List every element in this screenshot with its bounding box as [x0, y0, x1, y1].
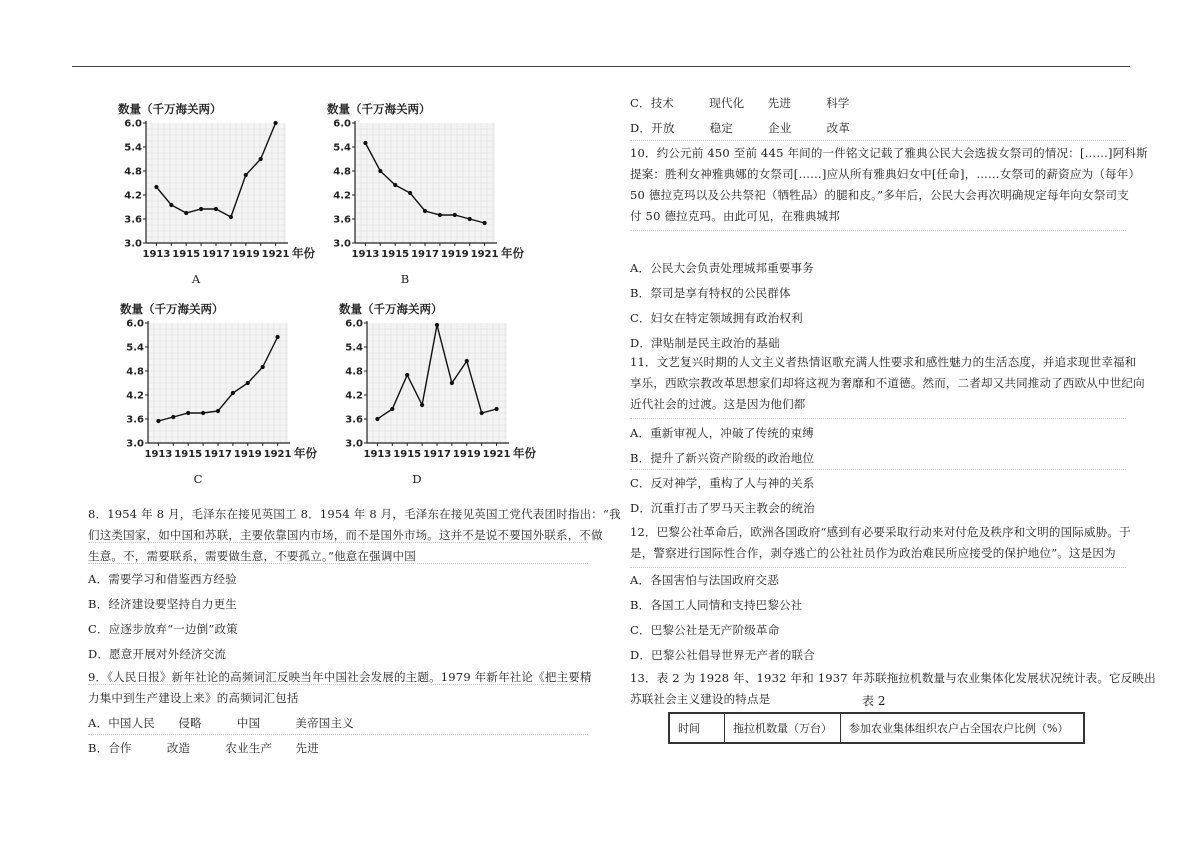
table-header-row — [669, 713, 1084, 743]
data-point — [214, 207, 218, 211]
x-tick-label: 1919 — [233, 449, 262, 460]
y-tick-label: 4.8 — [333, 166, 351, 178]
q10-option-c: C．妇女在特定领域拥有政治权利 — [630, 311, 803, 325]
q10-stem-line-2: 提案：胜利女神雅典娜的女祭司[……]应从所有雅典妇女中[任命]，……女祭司的薪资应为（每年） — [630, 167, 1141, 181]
data-point — [186, 411, 190, 415]
x-tick-label: 1915 — [381, 249, 410, 260]
data-point — [420, 403, 424, 407]
y-tick-label: 4.8 — [126, 366, 144, 378]
table-header-cell: 时间 — [669, 713, 725, 743]
q11-stem-line-3: 近代社会的过渡。这是因为他们都 — [630, 397, 806, 411]
q11-option-c: C．反对神学，重构了人与神的关系 — [630, 476, 815, 490]
chart-caption: D — [412, 472, 422, 486]
data-point — [273, 121, 277, 125]
data-point — [246, 381, 250, 385]
y-tick-label: 4.8 — [345, 366, 363, 378]
x-tick-label: 1921 — [263, 449, 292, 460]
chart-title: 数量（千万海关两） — [327, 102, 431, 116]
y-tick-label: 3.0 — [333, 238, 351, 250]
dotted-rule — [88, 563, 588, 564]
data-point — [438, 213, 442, 217]
y-tick-label: 4.2 — [126, 390, 144, 402]
chart-caption: A — [191, 272, 201, 286]
dotted-rule — [630, 418, 1126, 419]
q11-option-b: B．提升了新兴资产阶级的政治地位 — [630, 451, 815, 465]
q12-option-a: A．各国害怕与法国政府交恶 — [630, 573, 779, 587]
q13-stem-line-1: 13．表 2 为 1928 年、1932 年和 1937 年苏联拖拉机数量与农业集体化发展状况统计表。它反映出 — [630, 671, 1156, 685]
chart-c — [120, 302, 317, 486]
data-point — [231, 391, 235, 395]
q9-option-a: A．中国人民 侵略 中国 美帝国主义 — [88, 716, 354, 730]
x-tick-label: 1913 — [144, 449, 173, 460]
y-tick-label: 3.6 — [345, 414, 363, 426]
y-tick-label: 3.6 — [126, 414, 144, 426]
chart-a — [118, 102, 315, 286]
x-tick-label: 1919 — [440, 249, 469, 260]
data-point — [408, 191, 412, 195]
chart-title: 数量（千万海关两） — [118, 102, 222, 116]
x-unit-label: 年份 — [294, 446, 317, 460]
y-tick-label: 5.4 — [124, 142, 142, 154]
chart-d — [339, 302, 536, 486]
q11-stem-line-1: 11．文艺复兴时期的人文主义者热情讴歌充满人性要求和感性魅力的生活态度，并追求现世幸福和 — [630, 355, 1137, 369]
q11-stem-line-2: 享乐，西欧宗教改革思想家们却将这视为奢靡和不道德。然而，二者却又共同推动了西欧从中世纪向 — [630, 376, 1145, 390]
x-tick-label: 1915 — [393, 449, 422, 460]
table-header-cell: 参加农业集体组织农户占全国农户比例（%） — [841, 713, 1085, 743]
data-point — [275, 335, 279, 339]
data-point — [259, 157, 263, 161]
y-tick-label: 3.0 — [345, 438, 363, 450]
data-point — [450, 381, 454, 385]
q8-stem-line-3: 生意。不，需要联系，需要做生意，不要孤立。”他意在强调中国 — [88, 549, 416, 563]
q13-stem-line-2: 苏联社会主义建设的特点是 — [630, 692, 771, 706]
table-caption: 表 2 — [862, 694, 886, 708]
data-point — [435, 323, 439, 327]
q10-stem-line-3: 50 德拉克玛以及公共祭祀（牺牲品）的腿和皮。”多年后，公民大会再次明确规定每年向女祭司支 — [630, 188, 1129, 202]
q8-option-d: D．愿意开展对外经济交流 — [88, 647, 227, 661]
data-point — [216, 409, 220, 413]
data-point — [423, 209, 427, 213]
x-tick-label: 1913 — [363, 449, 392, 460]
q10-option-d: D．津贴制是民主政治的基础 — [630, 336, 780, 350]
x-tick-label: 1921 — [482, 449, 511, 460]
q8-stem-line-2: 们这类国家，如中国和苏联，主要依靠国内市场，而不是国外市场。这并不是说不要国外联系，不做 — [88, 528, 603, 542]
dotted-rule — [88, 542, 588, 543]
data-point — [169, 203, 173, 207]
data-point — [393, 183, 397, 187]
x-unit-label: 年份 — [501, 246, 524, 260]
x-tick-label: 1921 — [470, 249, 499, 260]
y-tick-label: 6.0 — [345, 318, 363, 330]
q9-stem-line-1: 9．《人民日报》新年社论的高频词汇反映当年中国社会发展的主题。1979 年新年社论《把主要精 — [88, 670, 592, 684]
q11-option-a: A．重新审视人，冲破了传统的束缚 — [630, 426, 815, 440]
y-tick-label: 4.8 — [124, 166, 142, 178]
x-tick-label: 1917 — [423, 449, 451, 460]
y-tick-label: 3.6 — [333, 214, 351, 226]
data-point — [156, 419, 160, 423]
q8-option-b: B．经济建设要坚持自力更生 — [88, 597, 238, 611]
q9-option-c: C．技术 现代化 先进 科学 — [630, 96, 850, 110]
q9-option-d: D．开放 稳定 企业 改革 — [630, 121, 851, 135]
data-point — [363, 141, 367, 145]
data-point — [468, 217, 472, 221]
x-tick-label: 1919 — [452, 449, 481, 460]
data-point — [244, 173, 248, 177]
data-point — [201, 411, 205, 415]
data-point — [375, 417, 379, 421]
y-tick-label: 6.0 — [333, 118, 351, 130]
x-tick-label: 1919 — [231, 249, 260, 260]
data-point — [480, 411, 484, 415]
chart-group — [0, 0, 600, 500]
data-point — [453, 213, 457, 217]
data-point — [261, 365, 265, 369]
y-tick-label: 4.2 — [333, 190, 351, 202]
y-tick-label: 4.2 — [124, 190, 142, 202]
data-point — [199, 207, 203, 211]
dotted-rule — [88, 684, 588, 685]
dotted-rule — [630, 469, 1126, 470]
data-point — [405, 373, 409, 377]
x-unit-label: 年份 — [513, 446, 536, 460]
q8-stem-line-1: 8．1954 年 8 月，毛泽东在接见英国工 8．1954 年 8 月，毛泽东在接见英国工党代表团时指出：“我 — [88, 507, 621, 521]
chart-b — [327, 102, 524, 286]
x-tick-label: 1915 — [174, 449, 203, 460]
y-tick-label: 6.0 — [124, 118, 142, 130]
q10-stem-line-1: 10．约公元前 450 至前 445 年间的一件铭文记载了雅典公民大会选拔女祭司的情况：[……]阿科斯 — [630, 146, 1148, 160]
q12-option-d: D．巴黎公社倡导世界无产者的联合 — [630, 648, 815, 662]
data-point — [154, 185, 158, 189]
data-point — [465, 359, 469, 363]
x-tick-label: 1921 — [261, 249, 290, 260]
x-tick-label: 1917 — [204, 449, 232, 460]
data-point — [378, 169, 382, 173]
dotted-rule — [630, 230, 1126, 231]
q9-option-b: B．合作 改造 农业生产 先进 — [88, 741, 319, 755]
q8-option-c: C．应逐步放弃“一边倒”政策 — [88, 622, 238, 636]
q11-option-d: D．沉重打击了罗马天主教会的统治 — [630, 501, 815, 515]
dotted-rule — [88, 734, 588, 735]
chart-caption: B — [400, 272, 410, 286]
data-point — [482, 221, 486, 225]
q12-option-b: B．各国工人同情和支持巴黎公社 — [630, 598, 803, 612]
q10-option-a: A．公民大会负责处理城邦重要事务 — [630, 261, 815, 275]
data-point — [171, 415, 175, 419]
chart-title: 数量（千万海关两） — [120, 302, 224, 316]
chart-caption: C — [193, 472, 203, 486]
table-2 — [668, 712, 1085, 744]
x-tick-label: 1917 — [202, 249, 230, 260]
table-header-cell: 拖拉机数量（万台） — [725, 713, 841, 743]
q9-stem-line-2: 力集中到生产建设上来》的高频词汇包括 — [88, 691, 299, 705]
y-tick-label: 3.6 — [124, 214, 142, 226]
y-tick-label: 3.0 — [126, 438, 144, 450]
dotted-rule — [630, 567, 1126, 568]
y-tick-label: 5.4 — [345, 342, 363, 354]
x-unit-label: 年份 — [292, 246, 315, 260]
data-point — [390, 407, 394, 411]
q10-stem-line-4: 付 50 德拉克玛。由此可见，在雅典城邦 — [630, 209, 840, 223]
data-point — [184, 211, 188, 215]
y-tick-label: 5.4 — [126, 342, 144, 354]
x-tick-label: 1917 — [411, 249, 439, 260]
q10-option-b: B．祭司是享有特权的公民群体 — [630, 286, 791, 300]
x-tick-label: 1915 — [172, 249, 201, 260]
q12-option-c: C．巴黎公社是无产阶级革命 — [630, 623, 780, 637]
y-tick-label: 5.4 — [333, 142, 351, 154]
q8-option-a: A．需要学习和借鉴西方经验 — [88, 572, 237, 586]
data-point — [494, 407, 498, 411]
y-tick-label: 4.2 — [345, 390, 363, 402]
chart-title: 数量（千万海关两） — [339, 302, 443, 316]
y-tick-label: 3.0 — [124, 238, 142, 250]
x-tick-label: 1913 — [142, 249, 171, 260]
q12-stem-line-1: 12．巴黎公社革命后，欧洲各国政府“感到有必要采取行动来对付危及秩序和文明的国际威胁。于 — [630, 525, 1131, 539]
q12-stem-line-2: 是，警察进行国际性合作，剥夺逃亡的公社社员作为政治难民所应接受的保护地位”。这是因为 — [630, 546, 1116, 560]
y-tick-label: 6.0 — [126, 318, 144, 330]
dotted-rule — [630, 140, 1126, 141]
x-tick-label: 1913 — [351, 249, 380, 260]
data-point — [229, 215, 233, 219]
